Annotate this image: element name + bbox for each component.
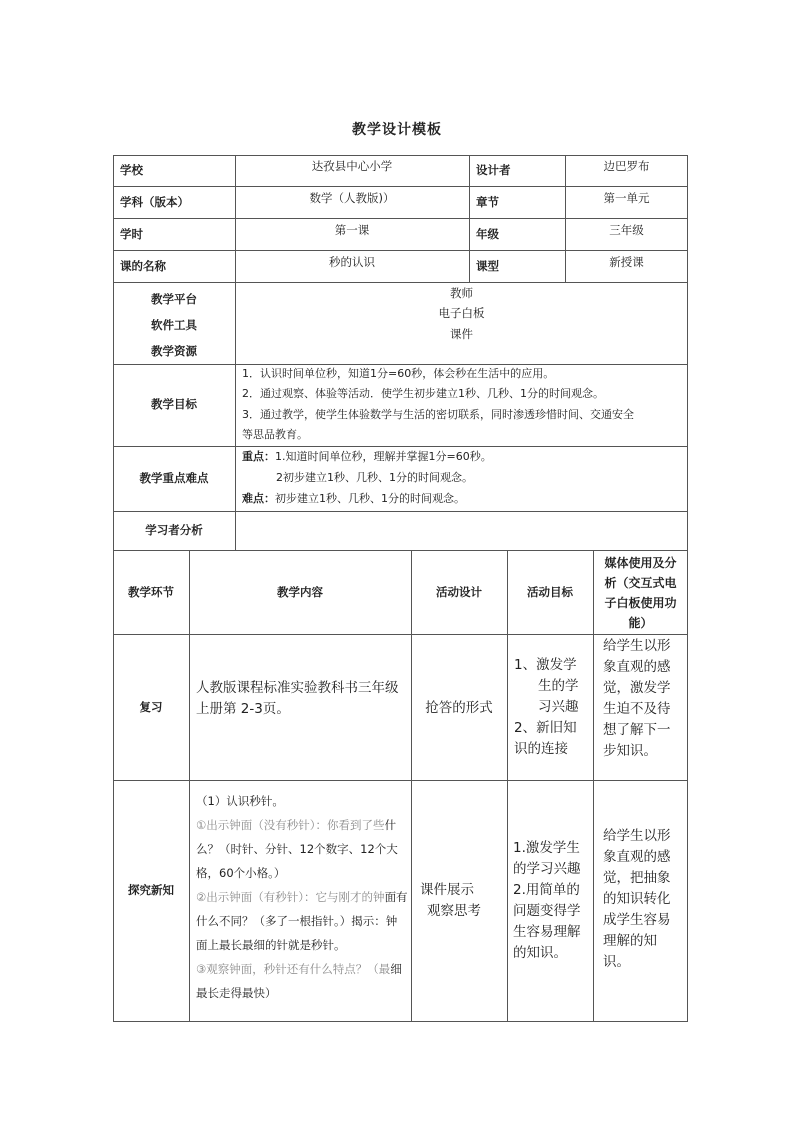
explore-question-rest: 什么？（时针、分针、12个数字、12个大格，60个小格。）: [196, 818, 398, 880]
lesson-label: 课的名称: [120, 259, 166, 273]
col-divider: [411, 550, 412, 1022]
objective-line: 3．通过教学，使学生体验数学与生活的密切联系，同时渗透珍惜时间、交通安全: [242, 408, 634, 421]
subject-value: 数学（人教版)）: [309, 191, 395, 205]
header-media: 媒体使用及分析（交互式电子白板使用功能）: [604, 556, 677, 630]
explore-question-lead: ③观察钟面，秒针还有什么特点？（最: [196, 962, 391, 976]
resource-value: 课件: [450, 327, 473, 341]
lesson-value: 秒的认识: [329, 255, 375, 269]
explore-question-lead: ①出示钟面（没有秒针）：你看到了些: [196, 818, 385, 832]
header-activity: 活动设计: [436, 585, 482, 599]
review-activity: 抢答的形式: [425, 700, 493, 716]
explore-goal: 1.激发学生的学习兴趣2.用简单的问题变得学生容易理解的知识。: [513, 840, 581, 961]
designer-label: 设计者: [476, 163, 511, 177]
explore-question-1: [196, 813, 408, 885]
focus-line: [242, 450, 492, 464]
explore-line: （1）认识秒针。: [196, 794, 284, 808]
chapter-label: 章节: [476, 195, 499, 209]
col-divider: [189, 550, 190, 1022]
explore-question-rest: 细最长走得最快）: [196, 962, 402, 1000]
row-divider: [113, 282, 688, 283]
learner-label: 学习者分析: [145, 523, 203, 537]
col-divider: [469, 155, 470, 282]
row-divider: [113, 364, 688, 365]
row-divider: [113, 186, 688, 187]
explore-stage: 探究新知: [128, 883, 174, 897]
keypoints-label: 教学重点难点: [139, 471, 209, 485]
objective-line: 1．认识时间单位秒，知道1分=60秒，体会秒在生活中的应用。: [242, 367, 555, 380]
explore-question-3: [196, 957, 408, 1005]
row-divider: [113, 780, 688, 781]
school-label: 学校: [120, 163, 143, 177]
col-divider: [507, 550, 508, 1022]
explore-question-rest: 面有什么不同？（多了一根指针。）揭示：钟面上最长最细的针就是秒针。: [196, 890, 408, 952]
explore-activity-line: 观察思考: [427, 903, 481, 919]
explore-activity: [411, 880, 483, 922]
review-goal-line: 生的学: [538, 678, 579, 694]
objective-line: 等思品教育。: [242, 428, 308, 441]
review-goal-line: 1、激发学: [514, 657, 577, 673]
explore-media: 给学生以形象直观的感觉，把抽象的知识转化成学生容易理解的知识。: [603, 828, 671, 970]
header-goal: 活动目标: [527, 585, 573, 599]
header-stage: 教学环节: [128, 585, 174, 599]
designer-value: 边巴罗布: [603, 159, 650, 173]
explore-question-lead: ②出示钟面（有秒针）：它与刚才的钟: [196, 890, 385, 904]
difficulty-text: 初步建立1秒、几秒、1分的时间观念。: [275, 492, 465, 505]
subject-label: 学科（版本）: [120, 195, 189, 209]
row-divider: [113, 250, 688, 251]
review-media: 给学生以形象直观的感觉，激发学生迫不及待想了解下一步知识。: [603, 638, 671, 759]
grade-value: 三年级: [609, 223, 644, 237]
review-goal-line: 习兴趣: [538, 699, 579, 715]
row-divider: [113, 550, 688, 551]
header-content: 教学内容: [277, 585, 323, 599]
focus-label: 重点：: [242, 450, 275, 463]
explore-content: [196, 789, 408, 1005]
focus-text: 1.知道时间单位秒，理解并掌握1分=60秒。: [275, 450, 492, 463]
chapter-value: 第一单元: [603, 191, 650, 205]
difficulty-line: [242, 492, 465, 506]
page-title: 教学设计模板: [352, 122, 442, 138]
row-divider: [113, 446, 688, 447]
resource-label: 教学资源: [151, 344, 197, 358]
row-divider: [113, 218, 688, 219]
software-label: 软件工具: [151, 318, 197, 332]
platform-value: 教师: [450, 286, 473, 300]
objective-line: 2．通过观察、体验等活动．使学生初步建立1秒、几秒、1分的时间观念。: [242, 387, 604, 400]
explore-activity-line: 课件展示: [420, 882, 474, 898]
software-value: 电子白板: [438, 306, 485, 320]
review-content: 人教版课程标准实验教科书三年级上册第 2-3页。: [196, 680, 399, 717]
row-divider: [113, 634, 688, 635]
type-value: 新授课: [609, 255, 644, 269]
period-value: 第一课: [334, 223, 370, 237]
row-divider: [113, 511, 688, 512]
review-goal-line: 2、新旧知: [514, 720, 577, 736]
period-label: 学时: [120, 227, 143, 241]
objectives-label: 教学目标: [151, 397, 197, 411]
focus-line-2: 2初步建立1秒、几秒、1分的时间观念。: [276, 471, 473, 484]
grade-label: 年级: [476, 227, 499, 241]
review-goal: [512, 655, 592, 760]
school-value: 达孜县中心小学: [311, 159, 393, 173]
difficulty-label: 难点：: [242, 492, 275, 505]
col-divider: [593, 550, 594, 1022]
col-divider: [235, 155, 236, 550]
review-stage: 复习: [139, 700, 163, 714]
review-goal-line: 识的连接: [514, 741, 568, 757]
explore-question-2: [196, 885, 408, 957]
platform-label: 教学平台: [151, 292, 197, 306]
type-label: 课型: [476, 259, 499, 273]
